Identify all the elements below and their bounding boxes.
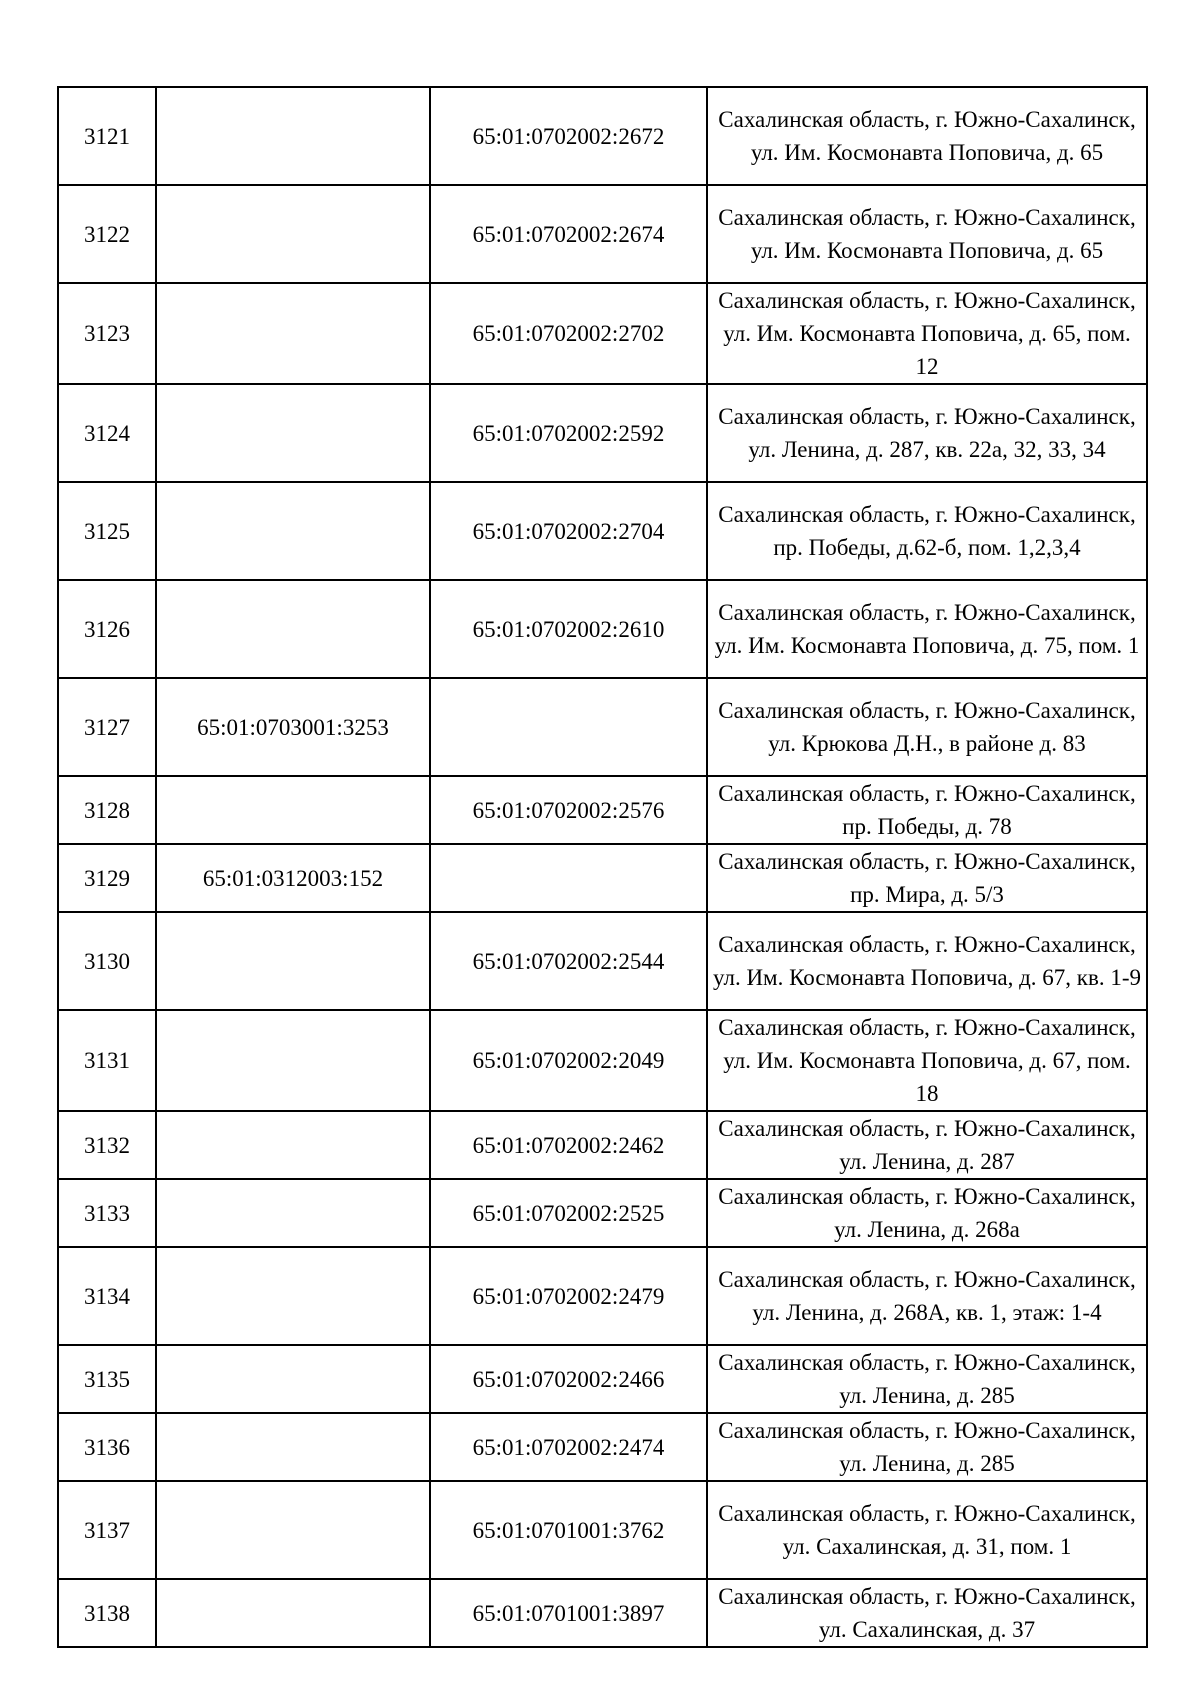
table-row — [58, 283, 1147, 384]
cadastral-number: 65:01:0702002:2466 — [430, 1345, 707, 1413]
cadastral-number: 65:01:0701001:3762 — [430, 1481, 707, 1579]
table-row — [58, 580, 1147, 678]
row-number: 3123 — [58, 283, 156, 384]
parcel-number — [156, 912, 430, 1010]
row-number: 3122 — [58, 185, 156, 283]
address: Сахалинская область, г. Южно-Сахалинск, ул. Сахалинская, д. 31, пом. 1 — [707, 1481, 1147, 1579]
cadastral-number: 65:01:0701001:3897 — [430, 1579, 707, 1647]
table-row — [58, 912, 1147, 1010]
address: Сахалинская область, г. Южно-Сахалинск, ул. Ленина, д. 268а — [707, 1179, 1147, 1247]
parcel-number — [156, 1247, 430, 1345]
cadastral-number: 65:01:0702002:2544 — [430, 912, 707, 1010]
row-number: 3127 — [58, 678, 156, 776]
cadastral-number: 65:01:0702002:2704 — [430, 482, 707, 580]
row-number: 3125 — [58, 482, 156, 580]
parcel-number: 65:01:0312003:152 — [156, 844, 430, 912]
address: Сахалинская область, г. Южно-Сахалинск, ул. Ленина, д. 287 — [707, 1111, 1147, 1179]
parcel-number — [156, 1111, 430, 1179]
parcel-number — [156, 482, 430, 580]
row-number: 3132 — [58, 1111, 156, 1179]
cadastral-number: 65:01:0702002:2462 — [430, 1111, 707, 1179]
cadastral-number: 65:01:0702002:2479 — [430, 1247, 707, 1345]
row-number: 3133 — [58, 1179, 156, 1247]
address: Сахалинская область, г. Южно-Сахалинск, ул. Им. Космонавта Поповича, д. 65, пом. 12 — [707, 283, 1147, 384]
table-row — [58, 1413, 1147, 1481]
address: Сахалинская область, г. Южно-Сахалинск, ул. Ленина, д. 268А, кв. 1, этаж: 1-4 — [707, 1247, 1147, 1345]
parcel-number — [156, 1481, 430, 1579]
row-number: 3136 — [58, 1413, 156, 1481]
address: Сахалинская область, г. Южно-Сахалинск, ул. Им. Космонавта Поповича, д. 65 — [707, 87, 1147, 185]
table-row — [58, 776, 1147, 844]
row-number: 3134 — [58, 1247, 156, 1345]
parcel-number — [156, 384, 430, 482]
row-number: 3129 — [58, 844, 156, 912]
table-row — [58, 87, 1147, 185]
table-row — [58, 1579, 1147, 1647]
row-number: 3128 — [58, 776, 156, 844]
address: Сахалинская область, г. Южно-Сахалинск, ул. Им. Космонавта Поповича, д. 67, пом. 18 — [707, 1010, 1147, 1111]
cadastral-number — [430, 678, 707, 776]
parcel-number — [156, 1179, 430, 1247]
address: Сахалинская область, г. Южно-Сахалинск, ул. Ленина, д. 285 — [707, 1413, 1147, 1481]
cadastral-number: 65:01:0702002:2610 — [430, 580, 707, 678]
address: Сахалинская область, г. Южно-Сахалинск, ул. Им. Космонавта Поповича, д. 67, кв. 1-9 — [707, 912, 1147, 1010]
table-row — [58, 185, 1147, 283]
address: Сахалинская область, г. Южно-Сахалинск, ул. Ленина, д. 285 — [707, 1345, 1147, 1413]
parcel-number — [156, 1010, 430, 1111]
row-number: 3130 — [58, 912, 156, 1010]
address: Сахалинская область, г. Южно-Сахалинск, ул. Им. Космонавта Поповича, д. 65 — [707, 185, 1147, 283]
cadastral-number: 65:01:0702002:2049 — [430, 1010, 707, 1111]
cadastral-number: 65:01:0702002:2674 — [430, 185, 707, 283]
row-number: 3124 — [58, 384, 156, 482]
address: Сахалинская область, г. Южно-Сахалинск, ул. Ленина, д. 287, кв. 22а, 32, 33, 34 — [707, 384, 1147, 482]
parcel-number — [156, 1345, 430, 1413]
row-number: 3131 — [58, 1010, 156, 1111]
parcel-number — [156, 776, 430, 844]
cadastral-number: 65:01:0702002:2525 — [430, 1179, 707, 1247]
table-row — [58, 678, 1147, 776]
table-row — [58, 1247, 1147, 1345]
cadastral-number: 65:01:0702002:2702 — [430, 283, 707, 384]
table-row — [58, 384, 1147, 482]
table-row — [58, 1111, 1147, 1179]
address: Сахалинская область, г. Южно-Сахалинск, пр. Мира, д. 5/3 — [707, 844, 1147, 912]
table-body — [58, 87, 1147, 1647]
address: Сахалинская область, г. Южно-Сахалинск, пр. Победы, д. 78 — [707, 776, 1147, 844]
registry-table — [57, 86, 1148, 1648]
table-row — [58, 482, 1147, 580]
cadastral-number: 65:01:0702002:2576 — [430, 776, 707, 844]
table-row — [58, 844, 1147, 912]
address: Сахалинская область, г. Южно-Сахалинск, пр. Победы, д.62-б, пом. 1,2,3,4 — [707, 482, 1147, 580]
row-number: 3121 — [58, 87, 156, 185]
table-row — [58, 1179, 1147, 1247]
row-number: 3126 — [58, 580, 156, 678]
table-row — [58, 1010, 1147, 1111]
parcel-number — [156, 283, 430, 384]
row-number: 3138 — [58, 1579, 156, 1647]
address: Сахалинская область, г. Южно-Сахалинск, ул. Сахалинская, д. 37 — [707, 1579, 1147, 1647]
cadastral-number: 65:01:0702002:2592 — [430, 384, 707, 482]
cadastral-number — [430, 844, 707, 912]
table-row — [58, 1345, 1147, 1413]
table-row — [58, 1481, 1147, 1579]
cadastral-number: 65:01:0702002:2672 — [430, 87, 707, 185]
address: Сахалинская область, г. Южно-Сахалинск, ул. Крюкова Д.Н., в районе д. 83 — [707, 678, 1147, 776]
parcel-number — [156, 1579, 430, 1647]
parcel-number — [156, 87, 430, 185]
parcel-number — [156, 580, 430, 678]
parcel-number — [156, 1413, 430, 1481]
row-number: 3135 — [58, 1345, 156, 1413]
address: Сахалинская область, г. Южно-Сахалинск, ул. Им. Космонавта Поповича, д. 75, пом. 1 — [707, 580, 1147, 678]
row-number: 3137 — [58, 1481, 156, 1579]
parcel-number — [156, 185, 430, 283]
cadastral-number: 65:01:0702002:2474 — [430, 1413, 707, 1481]
parcel-number: 65:01:0703001:3253 — [156, 678, 430, 776]
